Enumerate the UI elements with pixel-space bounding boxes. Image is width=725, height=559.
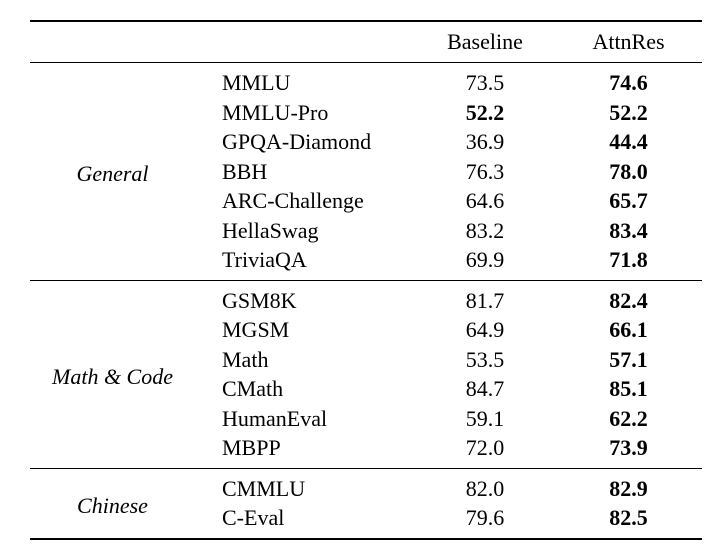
group-label-general: General <box>76 161 149 186</box>
baseline-value: 81.7 <box>415 280 555 315</box>
attnres-value: 73.9 <box>609 435 648 460</box>
table-row <box>30 280 702 315</box>
section-math-code <box>30 280 702 468</box>
benchmark-name: Math <box>222 346 269 372</box>
group-label-chinese: Chinese <box>30 468 195 539</box>
header-row <box>30 21 702 63</box>
table-row <box>30 63 702 98</box>
benchmark-name: C-Eval <box>222 505 285 530</box>
header-baseline: Baseline <box>415 21 555 63</box>
group-label-math-code: Math & Code <box>30 280 195 468</box>
attnres-value: 62.2 <box>609 405 648 431</box>
baseline-value: 84.7 <box>465 376 505 401</box>
attnres-value: 78.0 <box>609 158 648 184</box>
benchmark-name: GSM8K <box>195 280 415 315</box>
section-general <box>30 63 702 281</box>
benchmark-name: ARC-Challenge <box>222 188 364 213</box>
attnres-value: 85.1 <box>609 376 648 401</box>
baseline-value: 64.6 <box>465 188 505 213</box>
attnres-value: 57.1 <box>609 346 648 372</box>
baseline-value: 64.9 <box>465 317 505 342</box>
baseline-value: 36.9 <box>465 129 505 154</box>
benchmark-name: TriviaQA <box>222 247 307 272</box>
attnres-value: 82.9 <box>555 468 702 503</box>
table-row <box>30 468 702 503</box>
attnres-value: 83.4 <box>609 217 648 243</box>
baseline-value: 53.5 <box>465 346 505 372</box>
header-attnres: AttnRes <box>555 21 702 63</box>
benchmark-name: MMLU <box>222 70 291 95</box>
baseline-value: 72.0 <box>465 435 505 460</box>
baseline-value: 59.1 <box>465 405 505 431</box>
attnres-value: 74.6 <box>609 70 648 95</box>
attnres-value: 71.8 <box>609 247 648 272</box>
attnres-value: 82.4 <box>555 280 702 315</box>
header-benchmark-empty <box>195 21 415 63</box>
table-header <box>30 21 702 63</box>
baseline-value: 69.9 <box>465 247 505 272</box>
baseline-value: 79.6 <box>465 505 505 530</box>
attnres-value: 44.4 <box>609 129 648 154</box>
baseline-value: 82.0 <box>415 468 555 503</box>
baseline-value: 83.2 <box>465 217 505 243</box>
header-group-empty <box>30 21 195 63</box>
attnres-value: 82.5 <box>609 505 648 530</box>
baseline-value: 76.3 <box>465 158 505 184</box>
benchmark-name: MBPP <box>222 435 281 460</box>
attnres-value: 65.7 <box>609 188 648 213</box>
benchmark-name: CMMLU <box>195 468 415 503</box>
benchmark-results-table <box>30 20 702 540</box>
section-chinese <box>30 468 702 539</box>
baseline-value: 52.2 <box>465 99 505 125</box>
benchmark-name: HumanEval <box>222 405 328 431</box>
benchmark-name: BBH <box>222 158 268 184</box>
benchmark-name: MGSM <box>222 317 290 342</box>
baseline-value: 73.5 <box>465 70 505 95</box>
benchmark-name: MMLU-Pro <box>222 99 329 125</box>
benchmark-name: HellaSwag <box>222 217 319 243</box>
attnres-value: 52.2 <box>609 99 648 125</box>
benchmark-name: CMath <box>222 376 284 401</box>
attnres-value: 66.1 <box>609 317 648 342</box>
benchmark-name: GPQA-Diamond <box>222 129 372 154</box>
